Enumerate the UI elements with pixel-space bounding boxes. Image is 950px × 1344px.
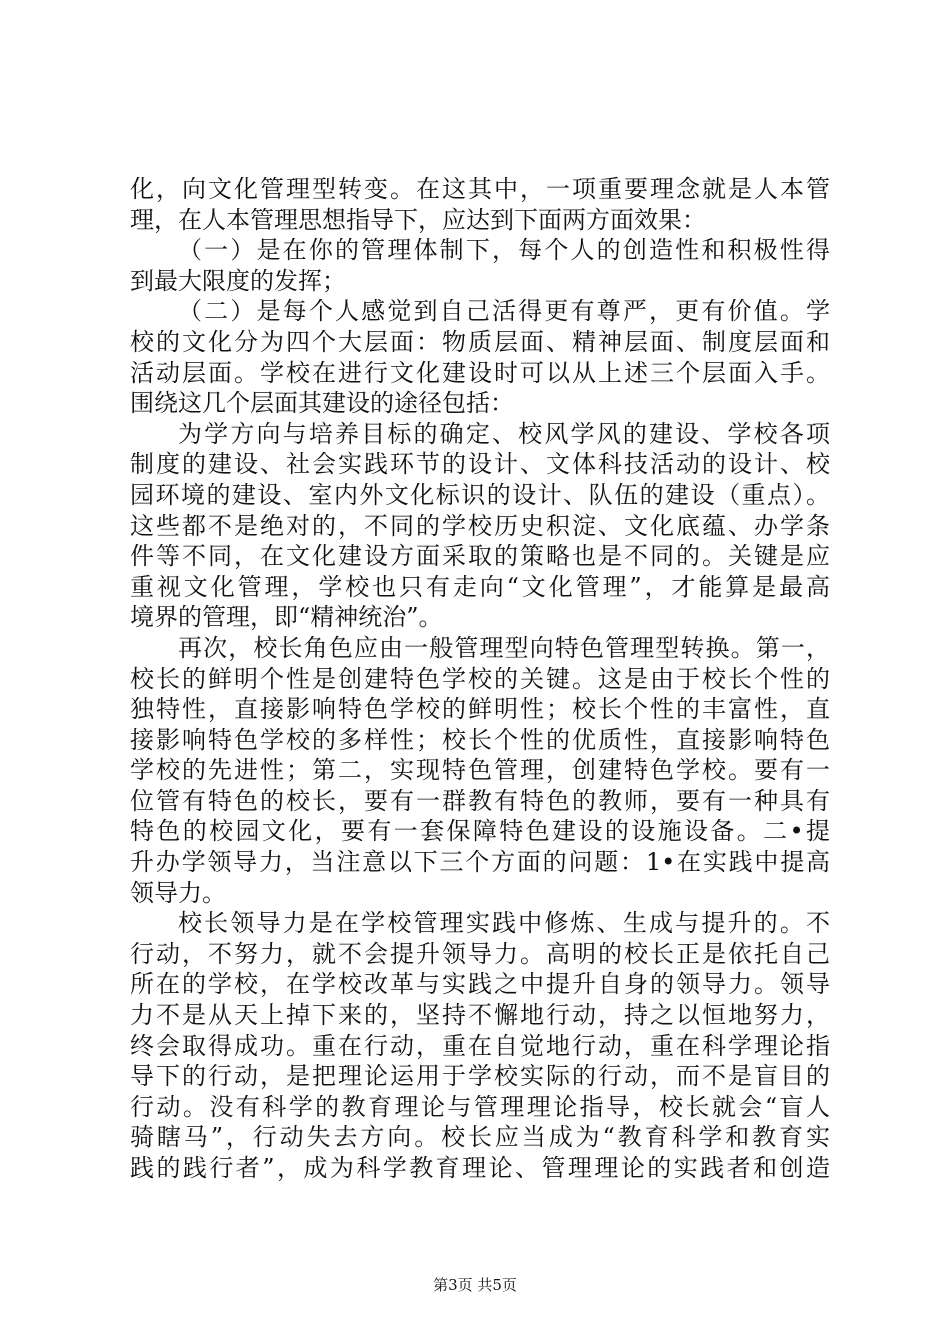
text-line: 位管有特色的校长，要有一群教有特色的教师，要有一种具有	[130, 786, 830, 815]
text-line: 独特性，直接影响特色学校的鲜明性；校长个性的丰富性，直	[130, 695, 830, 724]
text-line: 导下的行动，是把理论运用于学校实际的行动，而不是盲目的	[130, 1062, 830, 1091]
text-line: 升办学领导力，当注意以下三个方面的问题：1•在实践中提高	[130, 848, 830, 877]
text-line: 围绕这几个层面其建设的途径包括：	[130, 389, 514, 418]
text-line: 领导力。	[130, 878, 226, 907]
text-line: 重视文化管理，学校也只有走向“文化管理”，才能算是最高	[130, 572, 830, 601]
page-footer	[0, 1274, 950, 1295]
text-line: 践的践行者”，成为科学教育理论、管理理论的实践者和创造	[130, 1154, 830, 1182]
text-line: 力不是从天上掉下来的，坚持不懈地行动，持之以恒地努力，	[130, 1001, 830, 1030]
text-line: 所在的学校，在学校改革与实践之中提升自身的领导力。领导	[130, 970, 830, 999]
text-line: 制度的建设、社会实践环节的设计、文体科技活动的设计、校	[130, 450, 830, 479]
text-line: 境界的管理，即“精神统治”。	[130, 603, 443, 632]
text-line: 校长领导力是在学校管理实践中修炼、生成与提升的。不	[178, 909, 830, 938]
text-line: 再次，校长角色应由一般管理型向特色管理型转换。第一，	[178, 633, 830, 662]
text-line: 校的文化分为四个大层面：物质层面、精神层面、制度层面和	[130, 327, 830, 356]
text-line: 这些都不是绝对的，不同的学校历史积淀、文化底蕴、办学条	[130, 511, 830, 540]
text-line: 园环境的建设、室内外文化标识的设计、队伍的建设（重点）。	[130, 480, 830, 509]
text-line: 化，向文化管理型转变。在这其中，一项重要理念就是人本管	[130, 175, 830, 203]
page-number-label: 第3页 共5页	[433, 1276, 517, 1294]
document-body	[130, 174, 830, 1184]
text-line: 活动层面。学校在进行文化建设时可以从上述三个层面入手。	[130, 358, 830, 387]
text-line: 接影响特色学校的多样性；校长个性的优质性，直接影响特色	[130, 725, 830, 754]
text-line: 终会取得成功。重在行动，重在自觉地行动，重在科学理论指	[130, 1031, 830, 1060]
text-line: （二）是每个人感觉到自己活得更有尊严，更有价值。学	[178, 297, 830, 326]
text-line: 为学方向与培养目标的确定、校风学风的建设、学校各项	[178, 419, 830, 448]
text-line: （一）是在你的管理体制下，每个人的创造性和积极性得	[178, 236, 830, 265]
text-line: 学校的先进性；第二，实现特色管理，创建特色学校。要有一	[130, 756, 830, 785]
text-line: 校长的鲜明个性是创建特色学校的关键。这是由于校长个性的	[130, 664, 830, 693]
text-line: 行动。没有科学的教育理论与管理理论指导，校长就会“盲人	[130, 1092, 830, 1121]
text-line: 特色的校园文化，要有一套保障特色建设的设施设备。二•提	[130, 817, 830, 846]
text-line: 理，在人本管理思想指导下，应达到下面两方面效果：	[130, 205, 706, 234]
text-line: 行动，不努力，就不会提升领导力。高明的校长正是依托自己	[130, 939, 830, 968]
text-line: 到最大限度的发挥；	[130, 266, 346, 295]
text-line: 件等不同，在文化建设方面采取的策略也是不同的。关键是应	[130, 542, 830, 571]
text-line: 骑瞎马”，行动失去方向。校长应当成为“教育科学和教育实	[130, 1123, 830, 1152]
